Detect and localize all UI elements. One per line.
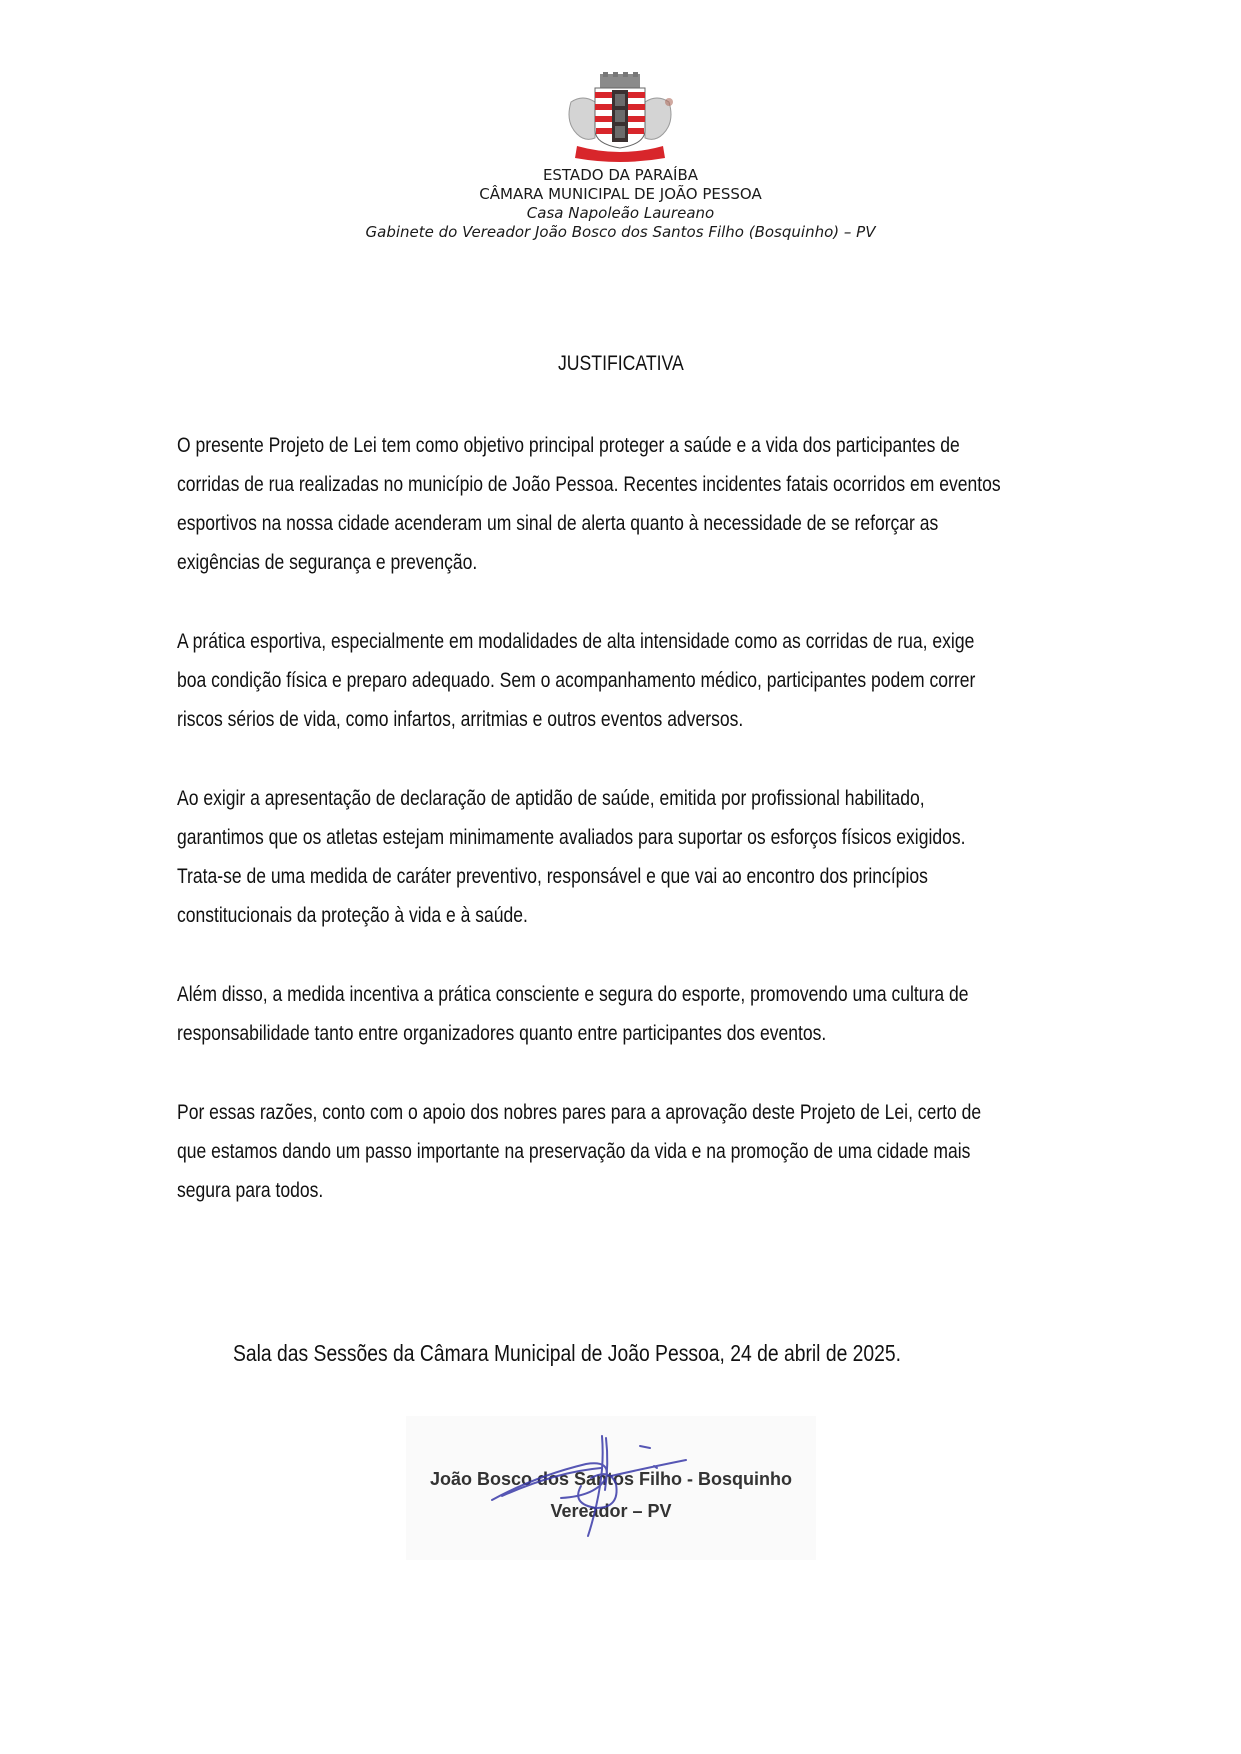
chamber-name: CÂMARA MUNICIPAL DE JOÃO PESSOA <box>479 185 762 203</box>
house-name: Casa Napoleão Laureano <box>526 204 715 222</box>
signature-block <box>406 1416 816 1560</box>
letterhead <box>0 166 1241 242</box>
crest-supporter-left <box>569 98 595 139</box>
paragraph-line: riscos sérios de vida, como infartos, arritmias e outros eventos adversos. <box>177 708 744 731</box>
office-name: Gabinete do Vereador João Bosco dos Santos Filho (Bosquinho) – PV <box>365 223 876 241</box>
paragraph-line: O presente Projeto de Lei tem como objetivo principal proteger a saúde e a vida dos participantes de <box>177 434 960 457</box>
paragraph-line: exigências de segurança e prevenção. <box>177 551 478 574</box>
paragraph-line: Trata-se de uma medida de caráter preventivo, responsável e que vai ao encontro dos princípios <box>177 865 928 888</box>
signer-role: Vereador – PV <box>550 1501 672 1521</box>
closing-text: Sala das Sessões da Câmara Municipal de João Pessoa, 24 de abril de 2025. <box>233 1340 902 1366</box>
paragraph-line: que estamos dando um passo importante na preservação da vida e na promoção de uma cidade mais <box>177 1140 971 1163</box>
paragraph-line: Ao exigir a apresentação de declaração de aptidão de saúde, emitida por profissional habilitado, <box>177 787 925 810</box>
paragraph-line: corridas de rua realizadas no município de João Pessoa. Recentes incidentes fatais ocorridos em eventos <box>177 473 1001 496</box>
handwritten-signature <box>406 1416 816 1560</box>
closing-line <box>233 1340 1028 1367</box>
document-title: JUSTIFICATIVA <box>557 352 684 375</box>
paragraph-line: responsabilidade tanto entre organizadores quanto entre participantes dos eventos. <box>177 1022 827 1045</box>
state-name: ESTADO DA PARAÍBA <box>542 166 699 184</box>
paragraph-line: A prática esportiva, especialmente em modalidades de alta intensidade como as corridas de rua, exige <box>177 630 975 653</box>
signer-name: João Bosco dos Santos Filho - Bosquinho <box>429 1469 792 1489</box>
coat-of-arms-logo <box>565 72 675 162</box>
paragraph-line: garantimos que os atletas estejam minimamente avaliados para suportar os esforços físicos exigidos. <box>177 826 966 849</box>
paragraph-line: segura para todos. <box>177 1179 324 1202</box>
paragraph-line: boa condição física e preparo adequado. Sem o acompanhamento médico, participantes podem correr <box>177 669 976 692</box>
paragraph-line: Além disso, a medida incentiva a prática consciente e segura do esporte, promovendo uma cultura de <box>177 983 969 1006</box>
paragraph-line: esportivos na nossa cidade acenderam um sinal de alerta quanto à necessidade de se reforçar as <box>177 512 939 535</box>
paragraph-line: Por essas razões, conto com o apoio dos nobres pares para a aprovação deste Projeto de Lei, certo de <box>177 1101 982 1124</box>
paragraph-line: constitucionais da proteção à vida e à saúde. <box>177 904 528 927</box>
